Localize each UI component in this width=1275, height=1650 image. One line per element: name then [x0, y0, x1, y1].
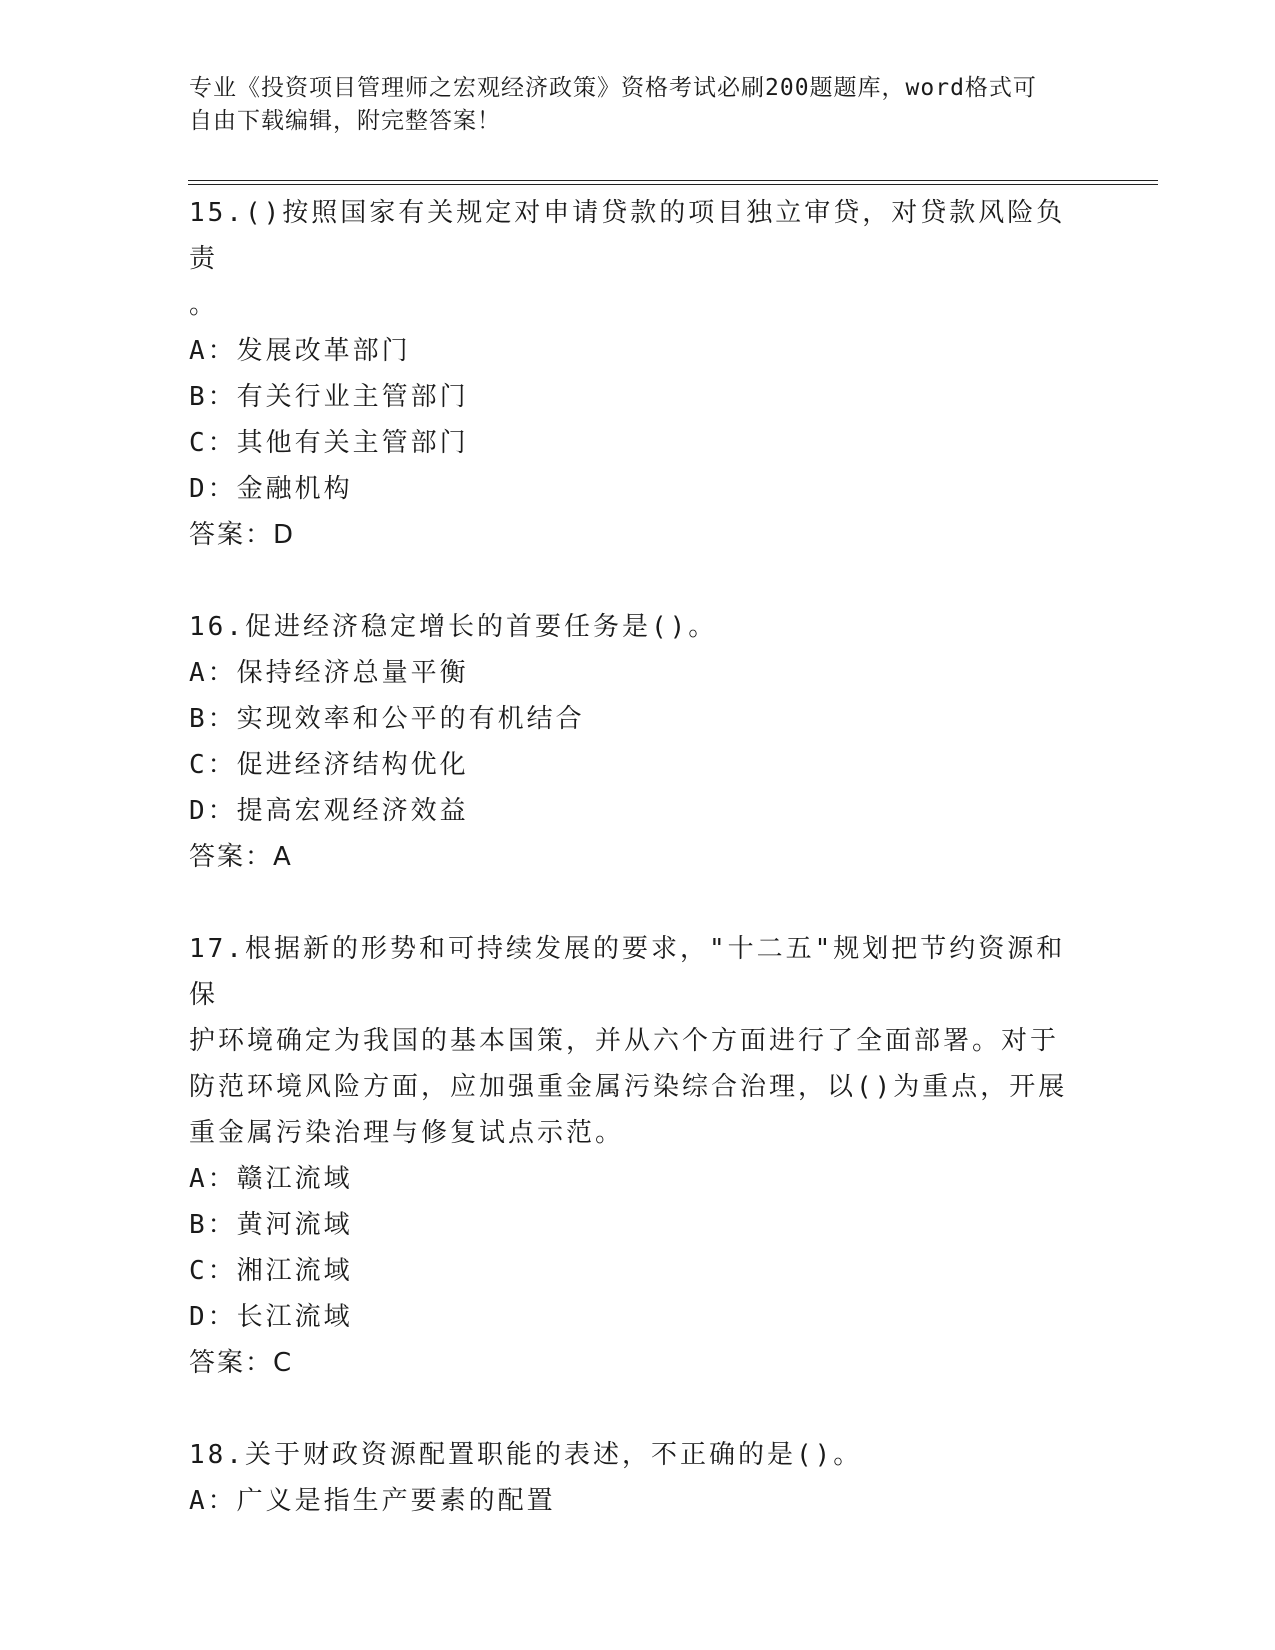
question-list	[189, 190, 1089, 1570]
question-stem: 护环境确定为我国的基本国策，并从六个方面进行了全面部署。对于	[189, 1026, 1060, 1056]
header-divider-top	[188, 180, 1158, 181]
option-c: C：其他有关主管部门	[189, 428, 469, 458]
question-stem: 。	[189, 290, 219, 320]
option-b: B：实现效率和公平的有机结合	[189, 704, 585, 734]
header-line-2: 自由下载编辑，附完整答案！	[189, 108, 501, 134]
question-stem: 16.促进经济稳定增长的首要任务是()。	[189, 612, 718, 642]
option-d: D：长江流域	[189, 1302, 353, 1332]
option-c: C：湘江流域	[189, 1256, 353, 1286]
question-stem: 18.关于财政资源配置职能的表述，不正确的是()。	[189, 1440, 863, 1470]
answer-line: 答案：A	[189, 842, 293, 872]
option-d: D：提高宏观经济效益	[189, 796, 469, 826]
option-b: B：有关行业主管部门	[189, 382, 469, 412]
question-stem: 重金属污染治理与修复试点示范。	[189, 1118, 625, 1148]
option-d: D：金融机构	[189, 474, 353, 504]
question-17	[189, 926, 1089, 1386]
option-a: A：赣江流域	[189, 1164, 353, 1194]
option-a: A：发展改革部门	[189, 336, 411, 366]
question-stem: 防范环境风险方面，应加强重金属污染综合治理，以()为重点，开展	[189, 1072, 1068, 1102]
option-c: C：促进经济结构优化	[189, 750, 469, 780]
header-divider-bottom	[188, 184, 1158, 185]
header-line-1: 专业《投资项目管理师之宏观经济政策》资格考试必刷200题题库，word格式可	[189, 75, 1037, 101]
question-16	[189, 604, 1089, 880]
question-18	[189, 1432, 1089, 1524]
answer-line: 答案：C	[189, 1348, 294, 1378]
question-stem: 17.根据新的形势和可持续发展的要求，"十二五"规划把节约资源和保	[189, 934, 1066, 1010]
question-stem: 15.()按照国家有关规定对申请贷款的项目独立审贷，对贷款风险负责	[189, 198, 1066, 274]
option-b: B：黄河流域	[189, 1210, 353, 1240]
answer-line: 答案：D	[189, 520, 296, 550]
option-a: A：保持经济总量平衡	[189, 658, 469, 688]
question-15	[189, 190, 1089, 558]
document-header	[189, 72, 1089, 138]
option-a: A：广义是指生产要素的配置	[189, 1486, 556, 1516]
